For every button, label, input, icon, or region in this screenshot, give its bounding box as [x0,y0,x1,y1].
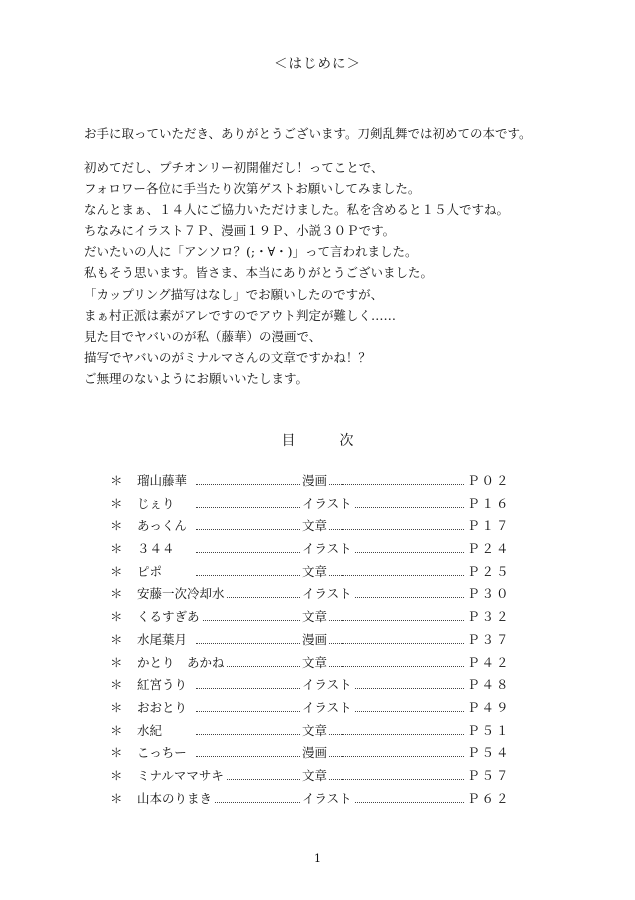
dot-leader [342,583,468,598]
toc-type: イラスト [300,583,354,606]
bullet-mark: ＊ [110,473,123,488]
intro-line: お手に取っていただき、ありがとうございます。刀剣乱舞では初めての本です。 [84,126,532,141]
toc-page: Ｐ３０ [465,583,511,606]
dot-leader [342,788,468,803]
toc-title-left: 目 [281,433,296,449]
toc-type: 文章 [300,561,329,584]
toc-title-right: 次 [339,433,354,449]
toc-page: Ｐ４２ [465,652,511,675]
toc-type: 漫画 [300,470,329,493]
toc-entry [110,470,510,493]
bullet-mark: ＊ [110,790,123,806]
dot-leader [342,470,468,485]
intro-line: 初めてだし、プチオンリー初開催だし！ってことで、 [84,160,384,175]
intro-line: 「カップリング描写はなし」でお願いしたのですが、 [84,287,384,302]
bullet-mark: ＊ [110,767,123,783]
toc-page: Ｐ５７ [465,765,511,788]
toc-type: イラスト [300,697,354,720]
dot-leader [342,742,468,757]
toc-author: かとり あかね [137,652,227,675]
toc-type: 漫画 [300,742,329,765]
dot-leader [342,493,468,508]
toc-page: Ｐ５１ [465,720,511,743]
intro-line: 描写でヤバいのがミナルマさんの文章ですかね！？ [84,350,371,365]
toc-page: Ｐ１７ [465,515,511,538]
toc-author: 水紀 [137,720,164,743]
toc-entry [110,674,510,697]
dot-leader [342,674,468,689]
bullet-mark: ＊ [110,654,123,670]
toc-page: Ｐ４９ [465,697,511,720]
toc-type: 文章 [300,720,329,743]
bullet-mark: ＊ [110,745,123,761]
toc-entry [110,697,510,720]
toc-author: じぇり [137,493,177,516]
toc-type: 文章 [300,765,329,788]
toc-author: ３４４ [137,538,177,561]
dot-leader [342,765,468,780]
toc-type: 漫画 [300,629,329,652]
intro-line: 見た目でヤバいのが私（藤華）の漫画で、 [84,329,322,344]
dot-leader [342,515,468,530]
intro-paragraph-2 [84,157,604,283]
toc-page: Ｐ４８ [465,674,511,697]
intro-line: まぁ村正派は素がアレですのでアウト判定が難しく…… [84,308,397,323]
bullet-mark: ＊ [110,541,123,557]
bullet-mark: ＊ [110,609,123,625]
dot-leader [342,561,468,576]
toc-page: Ｐ３２ [465,606,511,629]
toc-entry [110,583,510,606]
dot-leader [342,652,468,667]
toc-entry [110,493,510,516]
bullet-mark: ＊ [110,699,123,715]
toc-author: 紅宮うり [137,674,189,697]
intro-line: 私もそう思います。皆さま、本当にありがとうございました。 [84,265,434,280]
toc-page: Ｐ３７ [465,629,511,652]
intro-paragraph-1 [84,123,604,144]
intro-line: なんとまぁ、１４人にご協力いただけました。私を含めると１５人ですね。 [84,202,510,217]
toc-author: 山本のりまき [137,788,214,811]
toc-page: Ｐ６２ [465,788,511,811]
toc-page: Ｐ０２ [465,470,511,493]
toc-type: 文章 [300,606,329,629]
toc-entry [110,720,510,743]
toc-author: おおとり [137,697,189,720]
toc-author: くるすぎあ [137,606,202,629]
toc-page: Ｐ５４ [465,742,511,765]
toc-entry [110,606,510,629]
bullet-mark: ＊ [110,518,123,534]
toc-entry [110,765,510,788]
page-number: 1 [314,852,321,865]
toc-entry [110,538,510,561]
bullet-mark: ＊ [110,677,123,693]
page-heading: ＜はじめに＞ [274,56,361,72]
toc-author: こっちー [137,742,189,765]
bullet-mark: ＊ [110,722,123,738]
toc-entry [110,788,510,811]
intro-line: だいたいの人に「アンソロ？(;・∀・)」って言われました。 [84,244,418,259]
dot-leader [342,538,468,553]
dot-leader [342,606,468,621]
dot-leader [342,697,468,712]
toc-entry [110,515,510,538]
toc-type: 文章 [300,652,329,675]
intro-line: フォロワー各位に手当たり次第ゲストお願いしてみました。 [84,181,421,196]
toc-page: Ｐ２５ [465,561,511,584]
toc-type: イラスト [300,493,354,516]
toc-type: 文章 [300,515,329,538]
toc-author: ミナルママサキ [137,765,226,788]
intro-line: ちなみにイラスト７Ｐ、漫画１９Ｐ、小説３０Ｐです。 [84,223,396,238]
toc-author: 水尾葉月 [137,629,189,652]
toc-entry [110,629,510,652]
intro-line: ご無理のないようにお願いいたします。 [84,371,309,386]
toc-entry [110,742,510,765]
toc-page: Ｐ２４ [465,538,511,561]
dot-leader [342,720,468,735]
toc-entry [110,561,510,584]
intro-paragraph-3 [84,284,604,389]
toc-type: イラスト [300,538,354,561]
dot-leader [342,629,468,644]
toc-author: 瑠山藤華 [137,470,189,493]
bullet-mark: ＊ [110,586,123,602]
toc-page: Ｐ１６ [465,493,511,516]
table-of-contents [110,470,510,810]
toc-type: イラスト [300,674,354,697]
toc-author: ピポ [137,561,164,584]
toc-type: イラスト [300,788,354,811]
bullet-mark: ＊ [110,563,123,579]
toc-entry [110,652,510,675]
bullet-mark: ＊ [110,495,123,511]
toc-title [0,430,635,450]
toc-author: あっくん [137,515,189,538]
bullet-mark: ＊ [110,631,123,647]
toc-author: 安藤一次冷却水 [137,583,227,606]
